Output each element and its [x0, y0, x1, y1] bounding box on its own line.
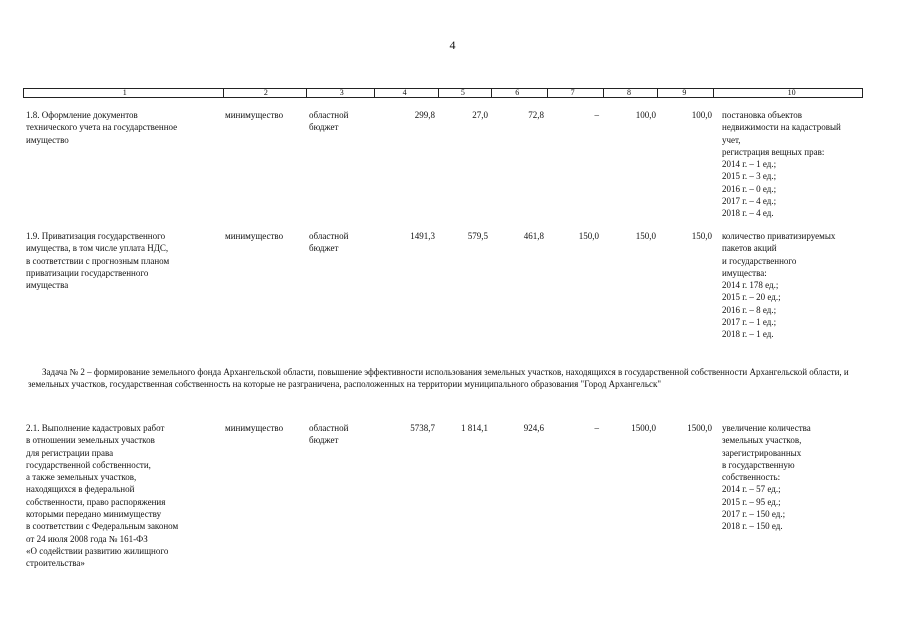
funding-source: областной бюджет: [309, 423, 349, 446]
header-column-6: 6: [492, 89, 548, 97]
value-col-7: –: [594, 110, 599, 120]
activity-name: 1.8. Оформление документов технического учета на государственное имущество: [26, 110, 178, 145]
task-2-heading: Задача № 2 – формирование земельного фонда Архангельской области, повышение эффективности использования земельных участков, находящихся в государственной собственности Архангельской области, и земельных участков, государственная собственность на которые не разграничена, расположенных на территории муниципального образования "Город Архангельск": [28, 367, 849, 390]
header-column-8: 8: [604, 89, 659, 97]
value-col-4: 299,8: [414, 110, 435, 120]
value-col-9: 1500,0: [687, 423, 712, 433]
table-header-row: [23, 88, 863, 98]
value-col-7: 150,0: [578, 231, 599, 241]
funding-source: областной бюджет: [309, 231, 349, 254]
value-col-7: –: [594, 423, 599, 433]
expected-result: количество приватизируемых пакетов акций и государственного имущества: 2014 г. 178 ед.; 2015 г. – 20 ед.; 2016 г. – 8 ед.; 2017 г. – 1 ед.; 2018 г. – 1 ед.: [722, 231, 836, 340]
table-row: [23, 422, 863, 570]
value-col-6: 72,8: [528, 110, 544, 120]
header-column-5: 5: [439, 89, 492, 97]
header-column-7: 7: [548, 89, 604, 97]
page-number: 4: [449, 38, 456, 52]
value-col-9: 100,0: [691, 110, 712, 120]
value-col-4: 5738,7: [410, 423, 435, 433]
value-col-5: 1 814,1: [461, 423, 488, 433]
value-col-8: 1500,0: [631, 423, 656, 433]
header-column-1: 1: [24, 89, 224, 97]
activity-name: 2.1. Выполнение кадастровых работ в отношении земельных участков для регистрации права государственной собственности, а также земельных участков, находящихся в федеральной собственности, право распоряжения которыми передано минимуществу в соответствии с Федеральным законом от 24 июля 2008 года № 161-ФЗ «О содействии развитию жилищного строительства»: [26, 423, 179, 569]
header-column-10: 10: [787, 88, 796, 97]
header-column-2: 2: [224, 89, 308, 97]
activity-name: 1.9. Приватизация государственного имущества, в том числе уплата НДС, в соответствии с прогнозным планом приватизации государственного имущества: [26, 231, 170, 291]
executor: минимущество: [225, 231, 284, 241]
value-col-8: 150,0: [635, 231, 656, 241]
header-column-4: 4: [375, 89, 439, 97]
value-col-6: 924,6: [523, 423, 544, 433]
funding-source: областной бюджет: [309, 110, 349, 133]
table-row: [23, 230, 863, 341]
value-col-4: 1491,3: [410, 231, 435, 241]
expected-result: увеличение количества земельных участков, зарегистрированных в государственную собственность: 2014 г. – 57 ед.; 2015 г. – 95 ед.; 2017 г. – 150 ед.; 2018 г. – 150 ед.: [722, 423, 811, 532]
value-col-9: 150,0: [691, 231, 712, 241]
expected-result: постановка объектов недвижимости на кадастровый учет, регистрация вещных прав: 2014 г. – 1 ед.; 2015 г. – 3 ед.; 2016 г. – 0 ед.; 2017 г. – 4 ед.; 2018 г. – 4 ед.: [722, 110, 841, 219]
table-row: [23, 109, 863, 220]
value-col-8: 100,0: [635, 110, 656, 120]
executor: минимущество: [225, 110, 284, 120]
value-col-5: 27,0: [472, 110, 488, 120]
executor: минимущество: [225, 423, 284, 433]
header-column-9: 9: [658, 89, 714, 97]
header-column-3: 3: [307, 89, 375, 97]
value-col-6: 461,8: [523, 231, 544, 241]
value-col-5: 579,5: [467, 231, 488, 241]
